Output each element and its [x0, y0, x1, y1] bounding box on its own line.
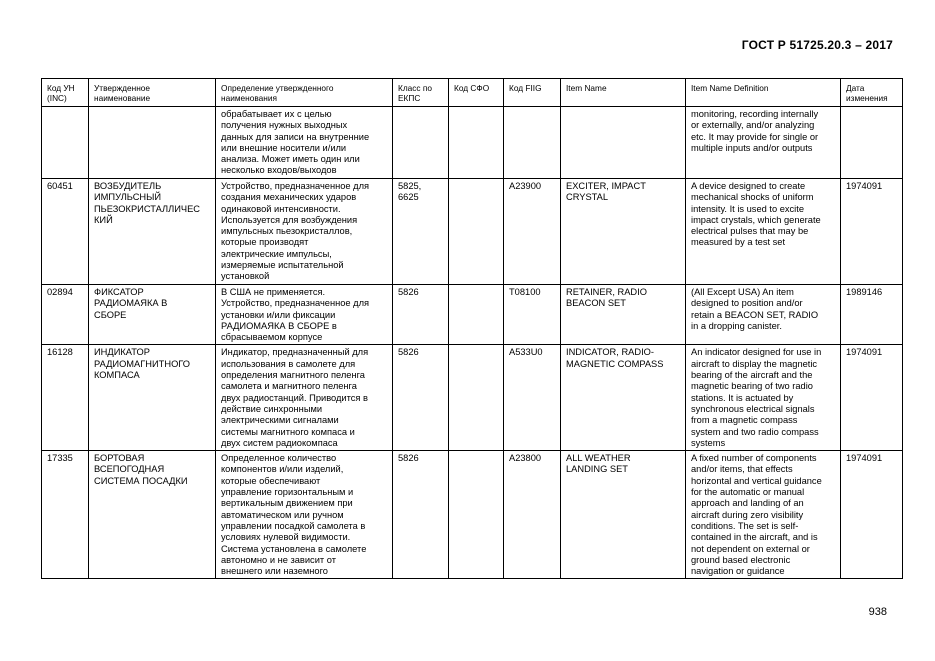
cell-fiig-code — [504, 107, 561, 179]
table-row — [42, 285, 903, 345]
cell-inc: 17335 — [42, 451, 89, 579]
cell-fiig-code: A23900 — [504, 179, 561, 285]
header-item-name: Item Name — [561, 79, 686, 107]
cell-sfo-code — [449, 285, 504, 345]
header-approved-name: Утвержденное наименование — [89, 79, 216, 107]
cell-approved-name: ИНДИКАТОР РАДИОМАГНИТНОГО КОМПАСА — [89, 345, 216, 451]
cell-ekps-class: 5825, 6625 — [393, 179, 449, 285]
cell-approved-name: ВОЗБУДИТЕЛЬ ИМПУЛЬСНЫЙ ПЬЕЗОКРИСТАЛЛИЧЕС КИЙ — [89, 179, 216, 285]
cell-approved-name: БОРТОВАЯ ВСЕПОГОДНАЯ СИСТЕМА ПОСАДКИ — [89, 451, 216, 579]
table-row — [42, 179, 903, 285]
cell-ekps-class: 5826 — [393, 451, 449, 579]
header-item-name-definition: Item Name Definition — [686, 79, 841, 107]
table-row — [42, 451, 903, 579]
cell-item-name-definition: A fixed number of components and/or items, that effects horizontal and vertical guidance for the automatic or manual approach and landing of an aircraft during zero visibility conditions. The set is self- contained in the aircraft, and is not dependent on external or ground based electronic navigation or guidance — [686, 451, 841, 579]
header-inc: Код УН (INC) — [42, 79, 89, 107]
document-code: ГОСТ Р 51725.20.3 – 2017 — [741, 38, 893, 52]
table-row — [42, 345, 903, 451]
cell-sfo-code — [449, 451, 504, 579]
cell-definition: обрабатывает их с целью получения нужных выходных данных для записи на внутренние или внешние носители и/или анализа. Может иметь один или несколько входов/выходов — [216, 107, 393, 179]
cell-change-date — [841, 107, 903, 179]
cell-inc — [42, 107, 89, 179]
header-ekps-class: Класс по ЕКПС — [393, 79, 449, 107]
header-change-date: Дата изменения — [841, 79, 903, 107]
cell-definition: Индикатор, предназначенный для использования в самолете для определения магнитного пеленга самолета и магнитного пеленга двух радиостанций. Приводится в действие синхронными электрическими сигналами системы магнитного компаса и двух систем радиокомпаса — [216, 345, 393, 451]
cell-definition: Определенное количество компонентов и/или изделий, которые обеспечивают управление горизонтальным и вертикальным движением при автоматическом или ручном управлении посадкой самолета в условиях нулевой видимости. Система установлена в самолете автономно и не зависит от внешнего или наземного — [216, 451, 393, 579]
cell-item-name-definition: A device designed to create mechanical shocks of uniform intensity. It is used to excite impact crystals, which generate electrical pulses that may be measured by a test set — [686, 179, 841, 285]
cell-inc: 16128 — [42, 345, 89, 451]
cell-sfo-code — [449, 179, 504, 285]
cell-fiig-code: A533U0 — [504, 345, 561, 451]
cell-inc: 02894 — [42, 285, 89, 345]
table-header-row — [42, 79, 903, 107]
cell-change-date: 1989146 — [841, 285, 903, 345]
header-sfo-code: Код СФО — [449, 79, 504, 107]
cell-sfo-code — [449, 345, 504, 451]
cell-definition: В США не применяется. Устройство, предназначенное для установки и/или фиксации РАДИОМАЯКА В СБОРЕ в сбрасываемом корпусе — [216, 285, 393, 345]
cell-change-date: 1974091 — [841, 451, 903, 579]
cell-item-name-definition: An indicator designed for use in aircraft to display the magnetic bearing of the aircraft and the magnetic bearing of two radio stations. It is actuated by synchronous electrical signals from a magnetic compass system and two radio compass systems — [686, 345, 841, 451]
cell-ekps-class: 5826 — [393, 345, 449, 451]
header-definition: Определение утвержденного наименования — [216, 79, 393, 107]
cell-change-date: 1974091 — [841, 345, 903, 451]
page-number: 938 — [868, 606, 887, 618]
cell-item-name — [561, 107, 686, 179]
cell-item-name: INDICATOR, RADIO- MAGNETIC COMPASS — [561, 345, 686, 451]
codes-table — [41, 78, 903, 579]
table-row — [42, 107, 903, 179]
cell-item-name-definition: monitoring, recording internally or externally, and/or analyzing etc. It may provide for single or multiple inputs and/or outputs — [686, 107, 841, 179]
cell-sfo-code — [449, 107, 504, 179]
cell-definition: Устройство, предназначенное для создания механических ударов одинаковой интенсивности. Используется для возбуждения импульсных пьезокристаллов, которые производят электрические импульсы, измеряемые испытательной установкой — [216, 179, 393, 285]
cell-change-date: 1974091 — [841, 179, 903, 285]
cell-approved-name: ФИКСАТОР РАДИОМАЯКА В СБОРЕ — [89, 285, 216, 345]
cell-item-name: EXCITER, IMPACT CRYSTAL — [561, 179, 686, 285]
cell-item-name-definition: (All Except USA) An item designed to position and/or retain a BEACON SET, RADIO in a dropping canister. — [686, 285, 841, 345]
cell-ekps-class — [393, 107, 449, 179]
cell-ekps-class: 5826 — [393, 285, 449, 345]
cell-item-name: RETAINER, RADIO BEACON SET — [561, 285, 686, 345]
cell-item-name: ALL WEATHER LANDING SET — [561, 451, 686, 579]
cell-approved-name — [89, 107, 216, 179]
cell-inc: 60451 — [42, 179, 89, 285]
header-fiig-code: Код FIIG — [504, 79, 561, 107]
cell-fiig-code: A23800 — [504, 451, 561, 579]
cell-fiig-code: T08100 — [504, 285, 561, 345]
